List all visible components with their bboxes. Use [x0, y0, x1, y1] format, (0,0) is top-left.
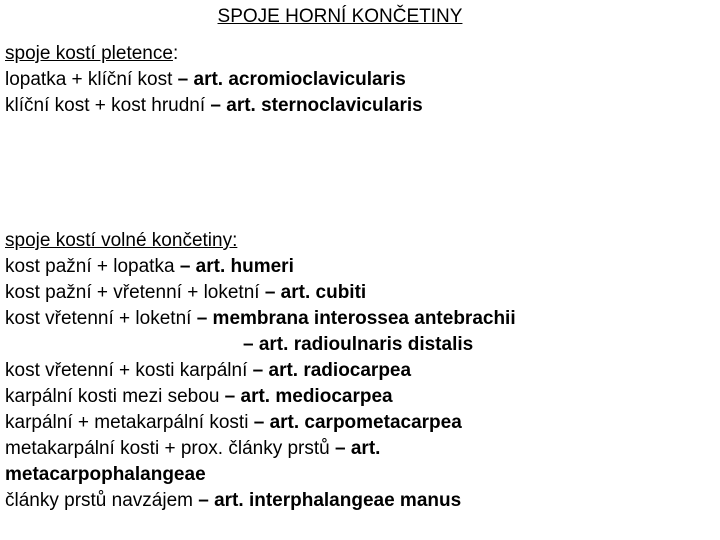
- joint-bones: kost vřetenní + loketní: [5, 308, 197, 329]
- joint-bones: kost pažní + lopatka: [5, 256, 180, 277]
- joint-name: – art. interphalangeae manus: [198, 490, 462, 511]
- joint-row-continuation: [5, 332, 516, 358]
- joint-name: – art. mediocarpea: [224, 386, 393, 407]
- joint-row: [5, 306, 516, 332]
- joint-bones: karpální kosti mezi sebou: [5, 386, 225, 407]
- joint-row: [5, 93, 423, 119]
- joint-name: – art. radioulnaris distalis: [243, 334, 474, 355]
- joint-row: [5, 67, 423, 93]
- section-heading-colon: :: [172, 43, 179, 64]
- section-heading: [5, 41, 423, 67]
- joint-bones: karpální + metakarpální kosti: [5, 412, 254, 433]
- section-girdle-joints: [5, 41, 423, 119]
- joint-name: – art. carpometacarpea: [253, 412, 462, 433]
- joint-bones: klíční kost + kost hrudní: [5, 95, 211, 116]
- joint-row: [5, 280, 516, 306]
- joint-row: [5, 254, 516, 280]
- section-free-limb-joints: [5, 228, 516, 514]
- joint-bones: kost vřetenní + kosti karpální: [5, 360, 253, 381]
- joint-name: – art. radiocarpea: [252, 360, 412, 381]
- joint-row-continuation: [5, 462, 516, 488]
- joint-name: – art. sternoclavicularis: [210, 95, 423, 116]
- joint-row: [5, 488, 516, 514]
- joint-name: – art. cubiti: [264, 282, 367, 303]
- section-heading-text: spoje kostí pletence: [5, 43, 173, 64]
- joint-bones: kost pažní + vřetenní + loketní: [5, 282, 265, 303]
- joint-name: – art. acromioclavicularis: [177, 69, 406, 90]
- joint-row: [5, 384, 516, 410]
- page-title: SPOJE HORNÍ KONČETINY: [217, 6, 463, 27]
- joint-name: – art. humeri: [179, 256, 294, 277]
- joint-row: [5, 358, 516, 384]
- joint-name: – art.: [335, 438, 381, 459]
- joint-row: [5, 410, 516, 436]
- joint-row: [5, 436, 516, 462]
- joint-name: – membrana interossea antebrachii: [196, 308, 516, 329]
- joint-bones: metakarpální kosti + prox. články prstů: [5, 438, 336, 459]
- joint-name: metacarpophalangeae: [5, 464, 206, 485]
- section-heading-text: spoje kostí volné končetiny:: [5, 230, 238, 251]
- joint-bones: články prstů navzájem: [5, 490, 199, 511]
- section-heading: [5, 228, 516, 254]
- joint-bones: lopatka + klíční kost: [5, 69, 178, 90]
